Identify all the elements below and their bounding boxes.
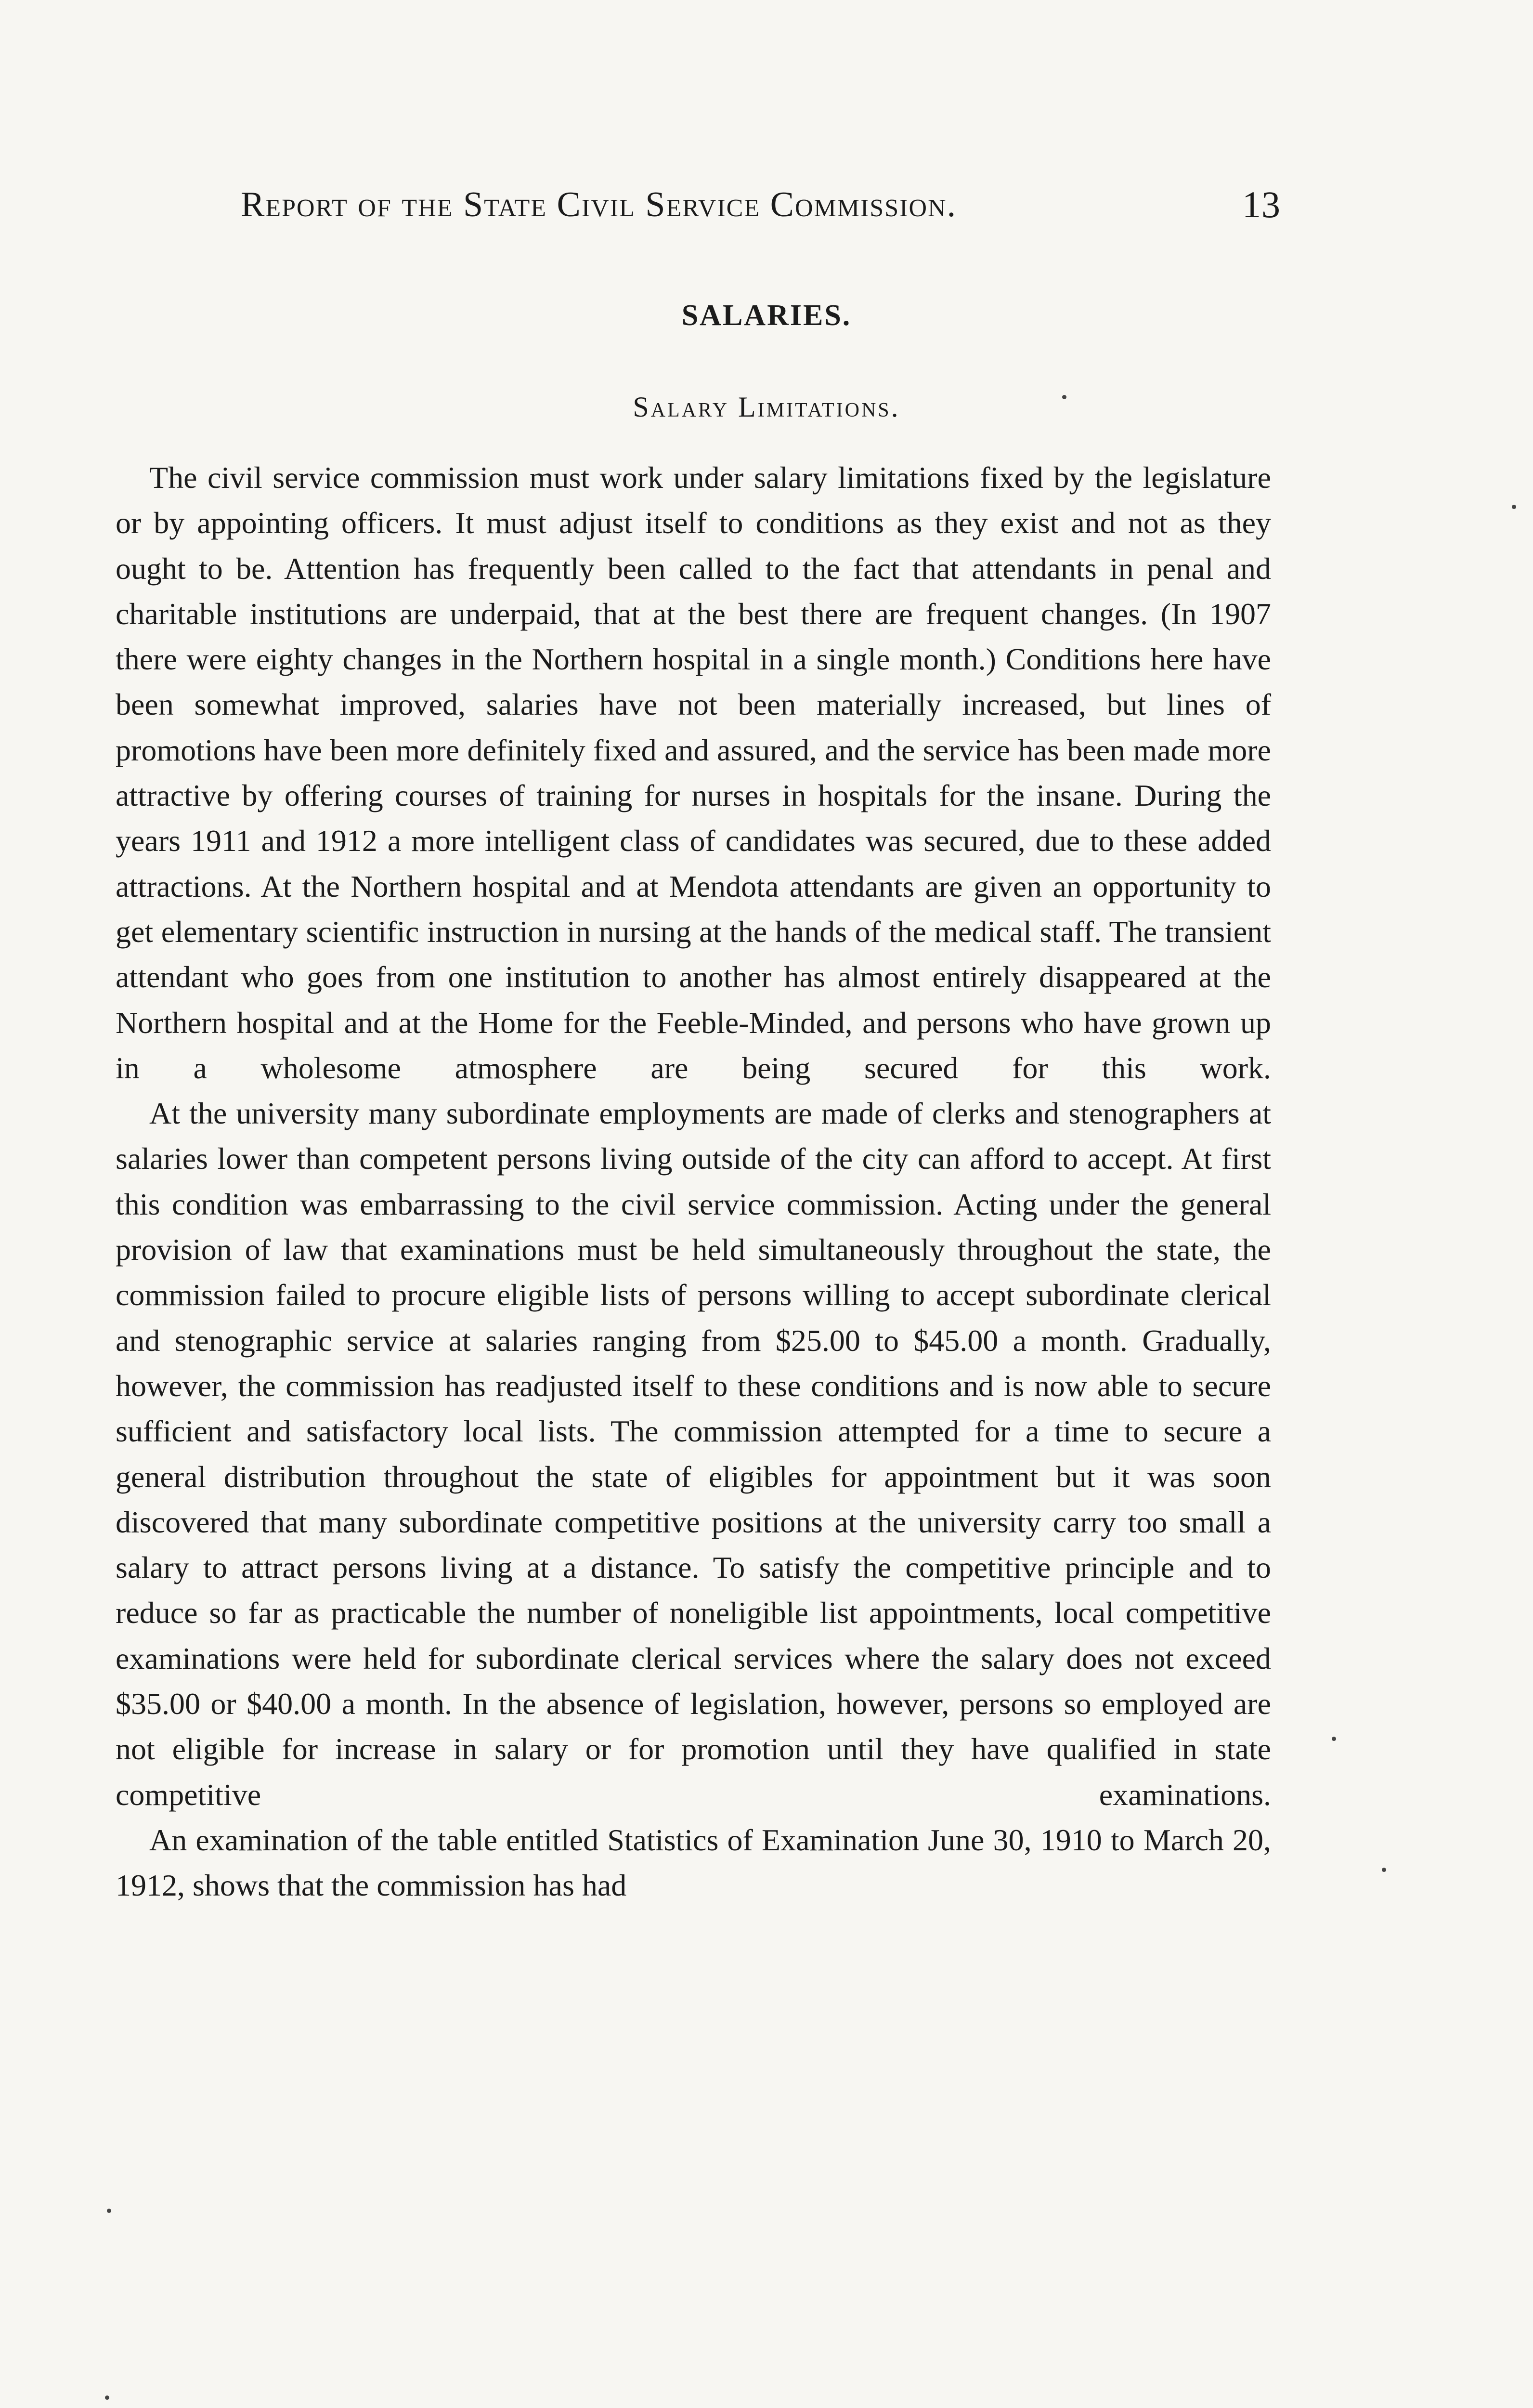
scan-speck — [1382, 1868, 1386, 1872]
scan-speck — [1512, 505, 1516, 509]
paragraph-university-employments: At the university many subordinate employments are made of clerks and stenographers at salaries lower than competent persons living outside of the city can afford to accept. At first this condition was embarrassing to the civil service commission. Acting under the general provision of law that examinations must be held simultaneously throughout the state, the commission failed to procure eligible lists of persons willing to accept subordinate clerical and stenographic service at salaries ranging from $25.00 to $45.00 a month. Gradually, however, the commission has readjusted itself to these conditions and is now able to secure sufficient and satisfactory local lists. The commission attempted for a time to secure a general distribution throughout the state of eligibles for appointment but it was soon discovered that many subordinate competitive positions at the university carry too small a salary to attract persons living at a distance. To satisfy the competitive principle and to reduce so far as practicable the number of noneligible list appointments, local competitive examinations were held for subordinate clerical services where the salary does not exceed $35.00 or $40.00 a month. In the absence of legislation, however, persons so employed are not eligible for increase in salary or for promotion until they have qualified in state competitive examinations. — [116, 1096, 1271, 1812]
page-number: 13 — [1242, 183, 1281, 225]
running-head — [241, 178, 1281, 231]
scan-speck — [1332, 1737, 1336, 1741]
body-text — [116, 455, 1271, 1909]
subsection-title: Salary Limitations. — [633, 391, 900, 423]
scan-speck — [105, 2395, 109, 2400]
running-head-title: Report of the State Civil Service Commission. — [241, 185, 957, 224]
scan-speck — [107, 2209, 111, 2213]
section-title: SALARIES. — [681, 299, 852, 332]
paragraph-examination-table: An examination of the table entitled Statistics of Examination June 30, 1910 to March 20, 1912, shows that the commission has had — [116, 1822, 1271, 1903]
paragraph-salary-limitations: The civil service commission must work under salary limitations fixed by the legislature or by appointing officers. It must adjust itself to conditions as they exist and not as they ought to be. Attention has frequently been called to the fact that attendants in penal and charitable institutions are underpaid, that at the best there are frequent changes. (In 1907 there were eighty changes in the Northern hospital in a single month.) Conditions here have been somewhat improved, salaries have not been materially increased, but lines of promotions have been more definitely fixed and assured, and the service has been made more attractive by offering courses of training for nurses in hospitals for the insane. During the years 1911 and 1912 a more intelligent class of candidates was secured, due to these added attractions. At the Northern hospital and at Mendota attendants are given an opportunity to get elementary scientific instruction in nursing at the hands of the medical staff. The transient attendant who goes from one institution to another has almost entirely disappeared at the Northern hospital and at the Home for the Feeble-Minded, and persons who have grown up in a wholesome atmosphere are being secured for this work. — [116, 460, 1271, 1085]
scan-speck — [1062, 395, 1066, 399]
